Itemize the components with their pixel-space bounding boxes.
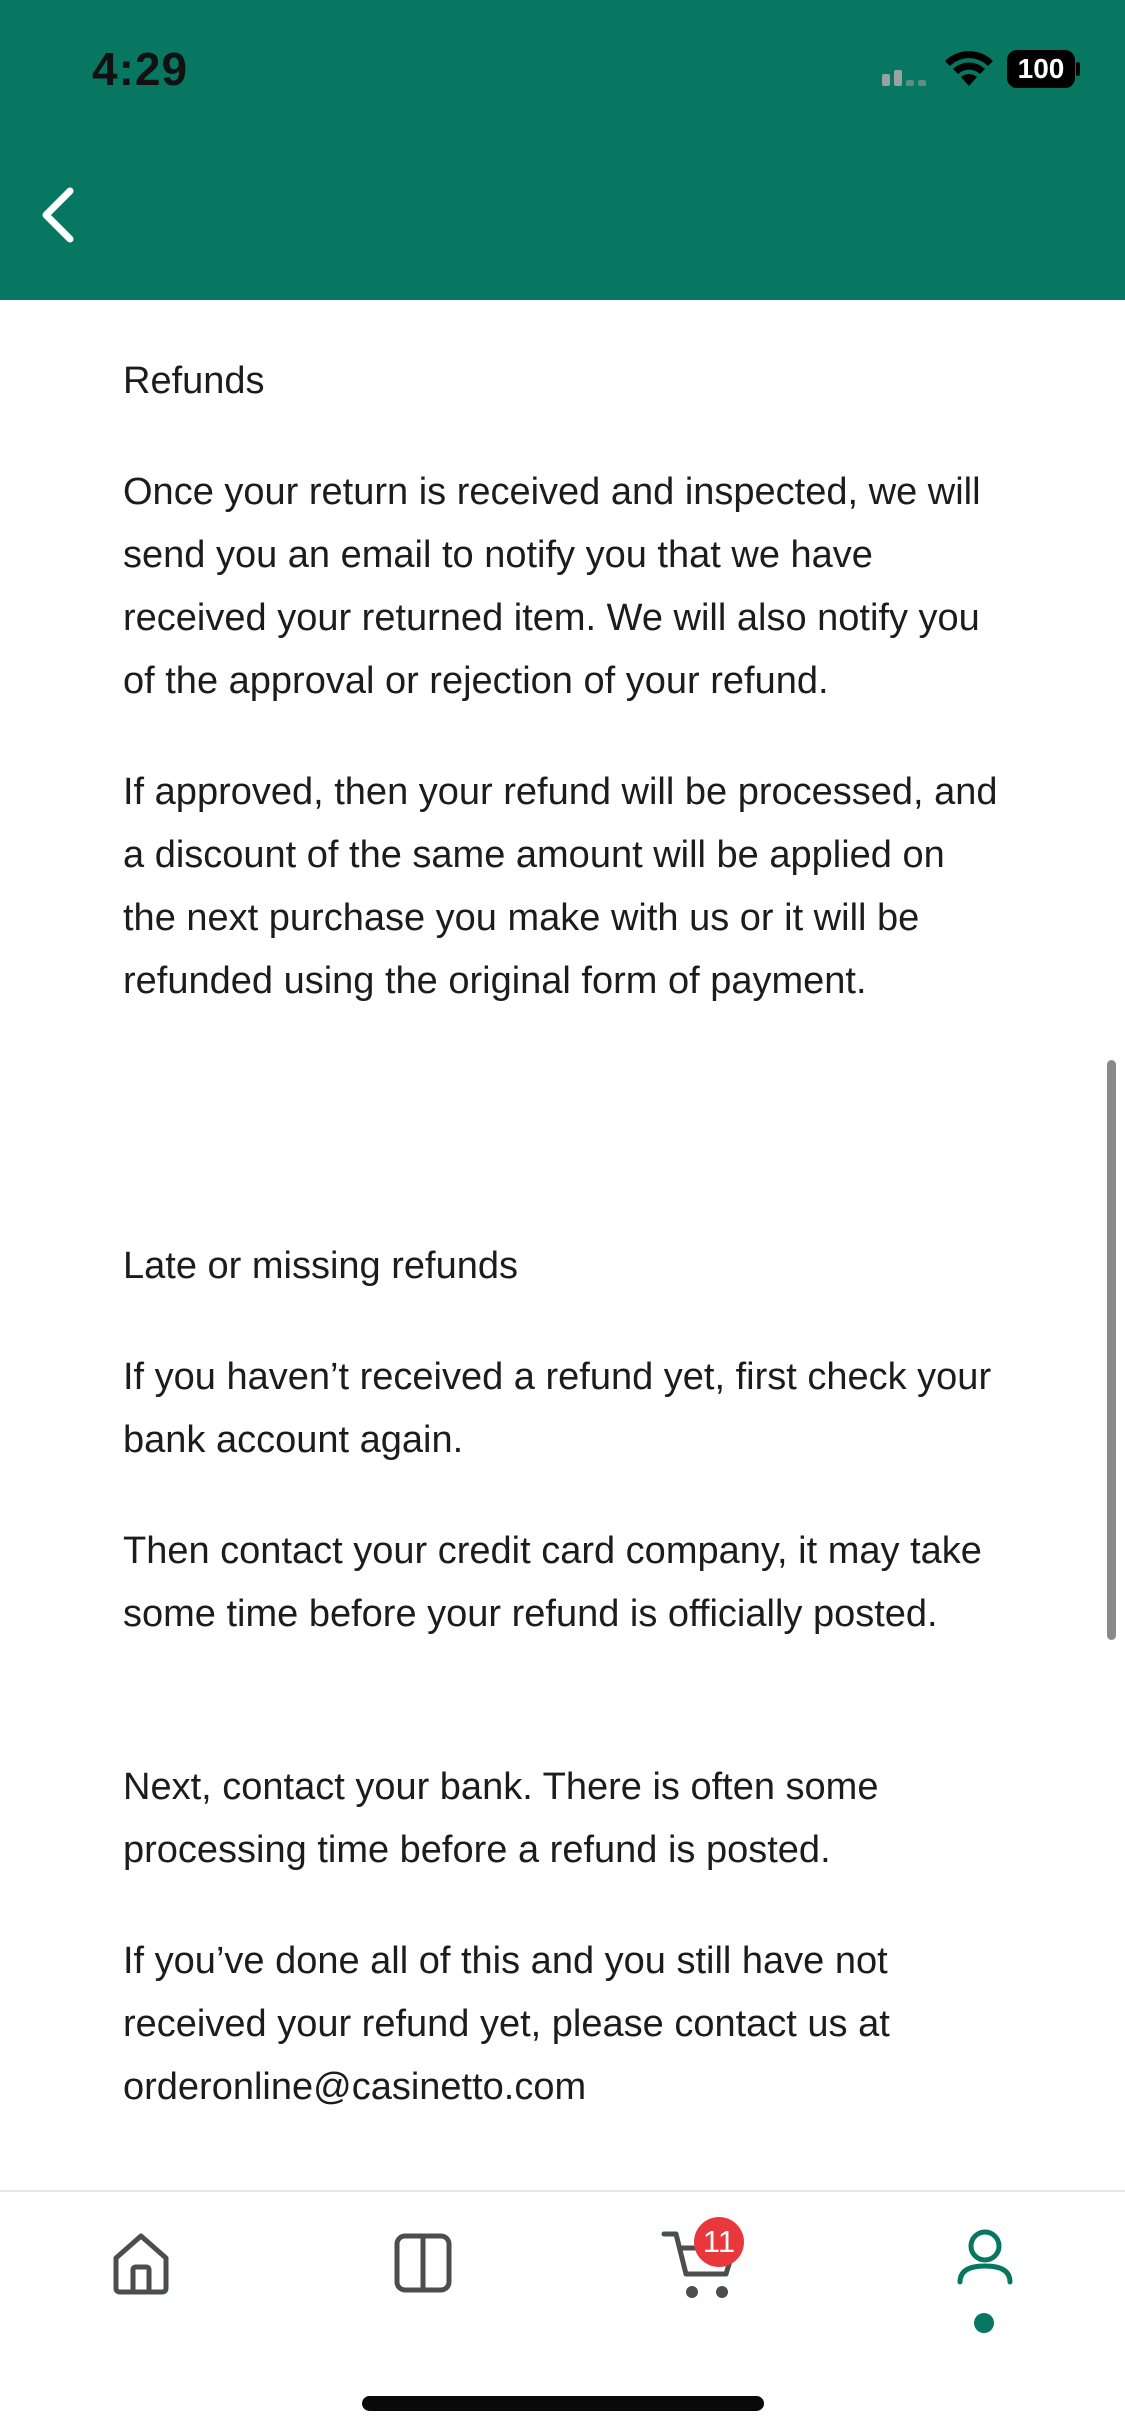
nav-account-button[interactable] xyxy=(956,2226,1014,2306)
late-refunds-paragraph-2: Then contact your credit card company, it may take some time before your refund is officially posted. xyxy=(123,1530,982,1635)
cellular-signal-icon xyxy=(882,62,934,86)
header xyxy=(0,0,1125,300)
refunds-heading: Refunds xyxy=(123,360,265,402)
wifi-icon xyxy=(945,50,993,88)
battery-icon xyxy=(1007,50,1081,88)
catalog-icon xyxy=(393,2232,453,2294)
chevron-left-icon xyxy=(38,187,78,243)
nav-home-button[interactable] xyxy=(108,2230,174,2296)
home-icon xyxy=(108,2230,174,2296)
home-indicator xyxy=(362,2396,764,2411)
late-refunds-paragraph-3: Next, contact your bank. There is often some processing time before a refund is posted. xyxy=(123,1766,879,1871)
late-refunds-paragraph-4: If you’ve done all of this and you still have not received your refund yet, please contact us at orderonline@casinetto.com xyxy=(123,1940,890,2108)
battery-level: 100 xyxy=(1017,53,1065,84)
nav-catalog-button[interactable] xyxy=(393,2232,453,2294)
late-refunds-paragraph-1: If you haven’t received a refund yet, first check your bank account again. xyxy=(123,1356,992,1461)
account-icon xyxy=(956,2226,1014,2306)
refunds-paragraph-1: Once your return is received and inspected, we will send you an email to notify you that we have received your returned item. We will also notify you of the approval or rejection of your refund. xyxy=(123,471,981,702)
active-tab-indicator xyxy=(974,2313,994,2333)
status-time: 4:29 xyxy=(92,43,189,95)
scrollbar[interactable] xyxy=(1107,1060,1116,1640)
policy-content[interactable] xyxy=(0,300,1125,2190)
late-refunds-heading: Late or missing refunds xyxy=(123,1245,518,1287)
refunds-paragraph-2: If approved, then your refund will be processed, and a discount of the same amount will be applied on the next purchase you make with us or it will be refunded using the original form of payment. xyxy=(123,771,998,1002)
back-button[interactable] xyxy=(28,180,88,250)
cart-count-badge: 11 xyxy=(694,2217,744,2267)
